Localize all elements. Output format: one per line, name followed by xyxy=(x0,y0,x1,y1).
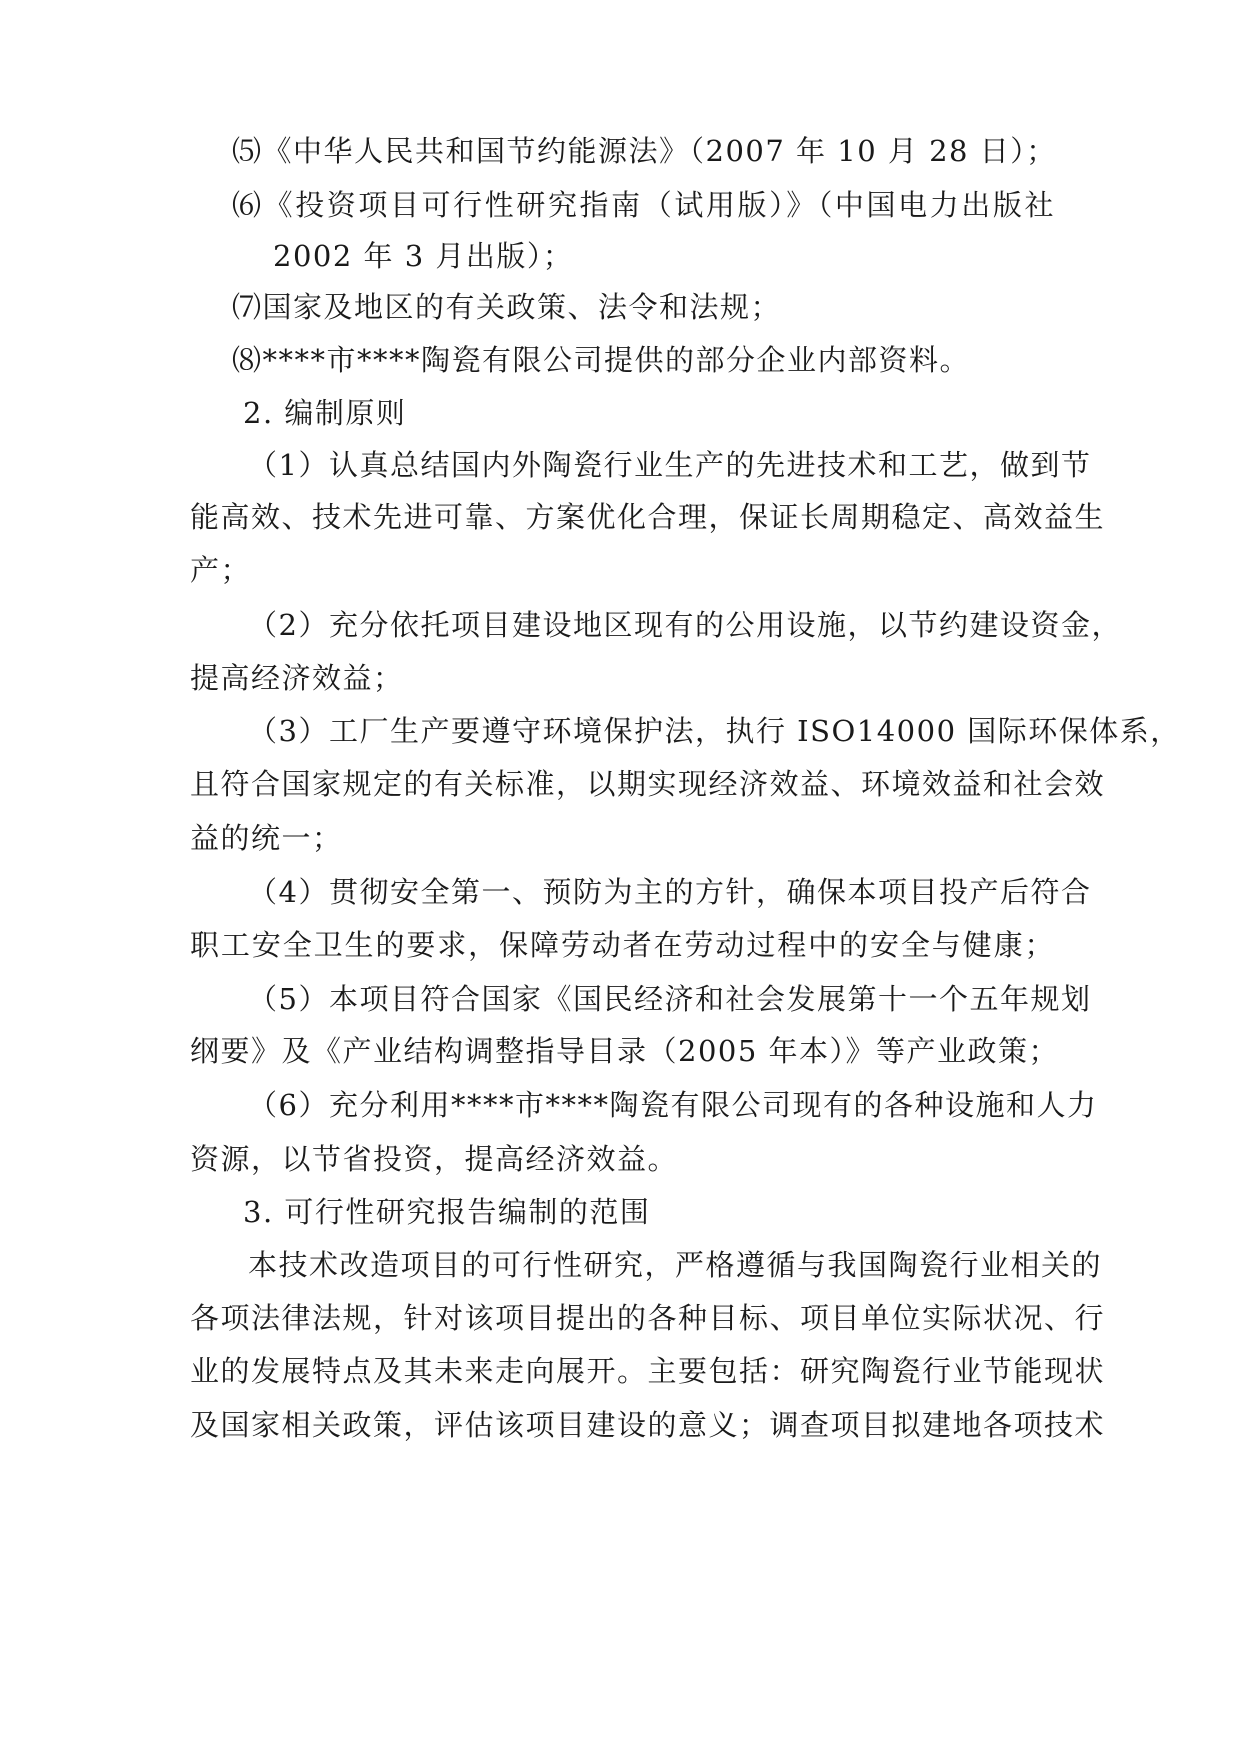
principle-4-line-2: 职工安全卫生的要求，保障劳动者在劳动过程中的安全与健康； xyxy=(190,928,1055,962)
principle-5-line-2: 纲要》及《产业结构调整指导目录（2005 年本）》等产业政策； xyxy=(190,1034,1060,1068)
scope-paragraph-line-2: 各项法律法规，针对该项目提出的各种目标、项目单位实际状况、行 xyxy=(190,1301,1106,1335)
principle-1-line-2: 能高效、技术先进可靠、方案优化合理，保证长周期稳定、高效益生 xyxy=(190,500,1106,534)
principle-3-line-2: 且符合国家规定的有关标准，以期实现经济效益、环境效益和社会效 xyxy=(190,767,1106,801)
reference-item-8: ⑻****市****陶瓷有限公司提供的部分企业内部资料。 xyxy=(232,343,971,377)
reference-item-6: ⑹《投资项目可行性研究指南（试用版）》（中国电力出版社 xyxy=(232,188,1055,222)
principle-6-line-2: 资源，以节省投资，提高经济效益。 xyxy=(190,1142,679,1176)
principle-6-line-1: （6）充分利用****市****陶瓷有限公司现有的各种设施和人力 xyxy=(248,1088,1098,1122)
principle-2-line-1: （2）充分依托项目建设地区现有的公用设施，以节约建设资金， xyxy=(248,608,1122,642)
principle-1-line-1: （1）认真总结国内外陶瓷行业生产的先进技术和工艺，做到节 xyxy=(248,448,1092,482)
principle-2-line-2: 提高经济效益； xyxy=(190,661,404,695)
principle-3-line-1: （3）工厂生产要遵守环境保护法，执行 ISO14000 国际环保体系， xyxy=(248,714,1181,748)
section-heading-3: 3. 可行性研究报告编制的范围 xyxy=(243,1195,651,1229)
reference-item-6-continuation: 2002 年 3 月出版）； xyxy=(273,239,574,273)
reference-item-5: ⑸《中华人民共和国节约能源法》（2007 年 10 月 28 日）； xyxy=(232,134,1057,168)
reference-item-7: ⑺国家及地区的有关政策、法令和法规； xyxy=(232,290,782,324)
scope-paragraph-line-4: 及国家相关政策，评估该项目建设的意义；调查项目拟建地各项技术 xyxy=(190,1408,1106,1442)
scope-paragraph-line-3: 业的发展特点及其未来走向展开。主要包括：研究陶瓷行业节能现状 xyxy=(190,1354,1106,1388)
scope-paragraph-line-1: 本技术改造项目的可行性研究，严格遵循与我国陶瓷行业相关的 xyxy=(248,1248,1103,1282)
principle-5-line-1: （5）本项目符合国家《国民经济和社会发展第十一个五年规划 xyxy=(248,982,1092,1016)
principle-3-line-3: 益的统一； xyxy=(190,821,343,855)
principle-1-line-3: 产； xyxy=(190,553,252,587)
section-heading-2: 2. 编制原则 xyxy=(243,396,407,430)
principle-4-line-1: （4）贯彻安全第一、预防为主的方针，确保本项目投产后符合 xyxy=(248,875,1092,909)
